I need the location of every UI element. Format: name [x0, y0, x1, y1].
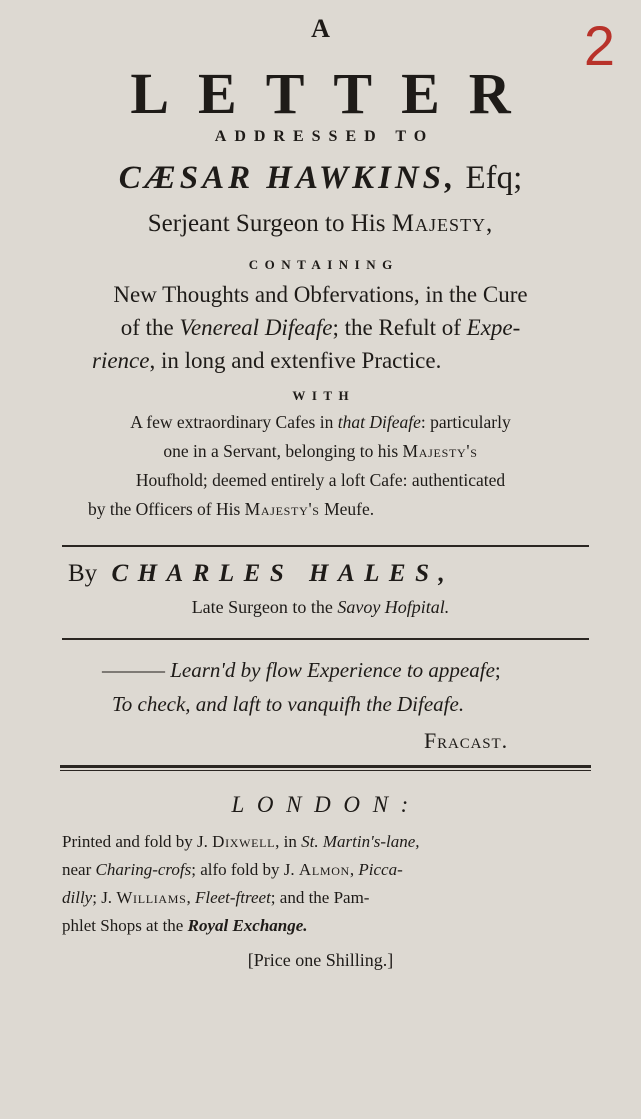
cases-2a: one in a Servant, belonging to his	[163, 441, 399, 461]
imprint-3a: dilly	[62, 888, 93, 907]
imprint-1d: St. Martin's-lane,	[301, 832, 420, 851]
imprint-line-1	[62, 832, 641, 852]
body-3a: rience	[92, 348, 150, 373]
imprint-3e: Fleet-ftreet	[194, 888, 271, 907]
imprint-1c: , in	[275, 832, 297, 851]
imprint-2c: ; alfo fold by J.	[191, 860, 295, 879]
imprint-3b: ; J.	[92, 888, 113, 907]
rule-1	[62, 545, 589, 547]
imprint-place	[0, 792, 641, 818]
cases-4a: by the Officers of His	[88, 499, 241, 519]
cases-4b: Majesty's	[244, 499, 320, 519]
imprint-line-2	[62, 860, 641, 880]
epigraph-line-2	[112, 692, 641, 717]
imprint-2b: Charing-crofs	[95, 860, 192, 879]
imprint-london: LONDON:	[231, 792, 421, 817]
imprint-2e: ,	[349, 860, 355, 879]
author-2b: Savoy Hofpital.	[337, 597, 450, 617]
price: [Price one Shilling.]	[247, 950, 394, 970]
containing-heading: CONTAINING	[248, 257, 399, 272]
epigraph-2: To check, and laft to vanquifh the Difeafe.	[112, 692, 465, 716]
epigraph-1c: ;	[494, 658, 501, 682]
cases-line-4	[88, 499, 641, 520]
body-2d: Expe-	[466, 315, 521, 340]
epigraph-1b: Learn'd by flow Experience to appeafe	[170, 658, 495, 682]
epigraph-line-1	[102, 658, 641, 683]
cases-2b: Majesty's	[402, 441, 478, 461]
cases-line-3: Houfhold; deemed entirely a loft Cafe: authenticated	[135, 470, 506, 490]
cases-line-1	[0, 412, 641, 433]
imprint-3d: ,	[186, 888, 191, 907]
body-line-1: New Thoughts and Obfervations, in the Cure	[113, 282, 528, 307]
body-2b: Venereal Difeafe	[179, 315, 333, 340]
cases-line-2	[0, 441, 641, 462]
imprint-3c: Williams	[116, 888, 187, 907]
body-2c: ; the Refult of	[332, 315, 461, 340]
imprint-3f: ; and the Pam-	[270, 888, 370, 907]
with-heading: WITH	[292, 388, 356, 403]
author-by: By	[68, 560, 98, 587]
author-line	[68, 560, 641, 588]
author-2a: Late Surgeon to the	[191, 597, 333, 617]
body-line-2	[0, 315, 641, 341]
cases-1c: : particularly	[420, 412, 511, 432]
office-text: Serjeant Surgeon to His	[147, 210, 386, 237]
page-number: 2	[583, 14, 615, 77]
title-article: A	[311, 14, 330, 43]
imprint-4b: Royal Exchange.	[187, 916, 308, 935]
cases-1a: A few extraordinary Cafes in	[130, 412, 334, 432]
recipient-office	[0, 210, 641, 238]
epigraph-dash: ———	[102, 658, 165, 682]
author-title	[0, 597, 641, 618]
addressed-to: ADDRESSED TO	[214, 128, 435, 145]
imprint-line-3	[62, 888, 641, 908]
recipient-name: CÆSAR HAWKINS,	[118, 160, 458, 196]
epigraph-attribution: Fracast.	[424, 728, 508, 753]
imprint-2f: Picca-	[358, 860, 403, 879]
rule-3	[60, 765, 591, 771]
body-line-3	[92, 348, 641, 374]
imprint-4a: phlet Shops at the	[62, 916, 184, 935]
imprint-line-4	[62, 916, 641, 936]
recipient-esq: Efq;	[465, 160, 523, 196]
rule-2	[62, 638, 589, 640]
cases-4c: Meufe.	[324, 499, 375, 519]
author-name: CHARLES HALES,	[111, 560, 455, 587]
title-letter: LETTER	[130, 61, 540, 126]
imprint-1a: Printed and fold by J.	[62, 832, 208, 851]
cases-1b: that Difeafe	[337, 412, 421, 432]
body-2a: of the	[120, 315, 174, 340]
recipient-line	[0, 160, 641, 197]
imprint-2a: near	[62, 860, 92, 879]
imprint-2d: Almon	[298, 860, 350, 879]
body-3b: , in long and extenfive Practice.	[149, 348, 442, 373]
imprint-1b: Dixwell	[212, 832, 276, 851]
office-majesty: Majesty,	[391, 210, 494, 237]
